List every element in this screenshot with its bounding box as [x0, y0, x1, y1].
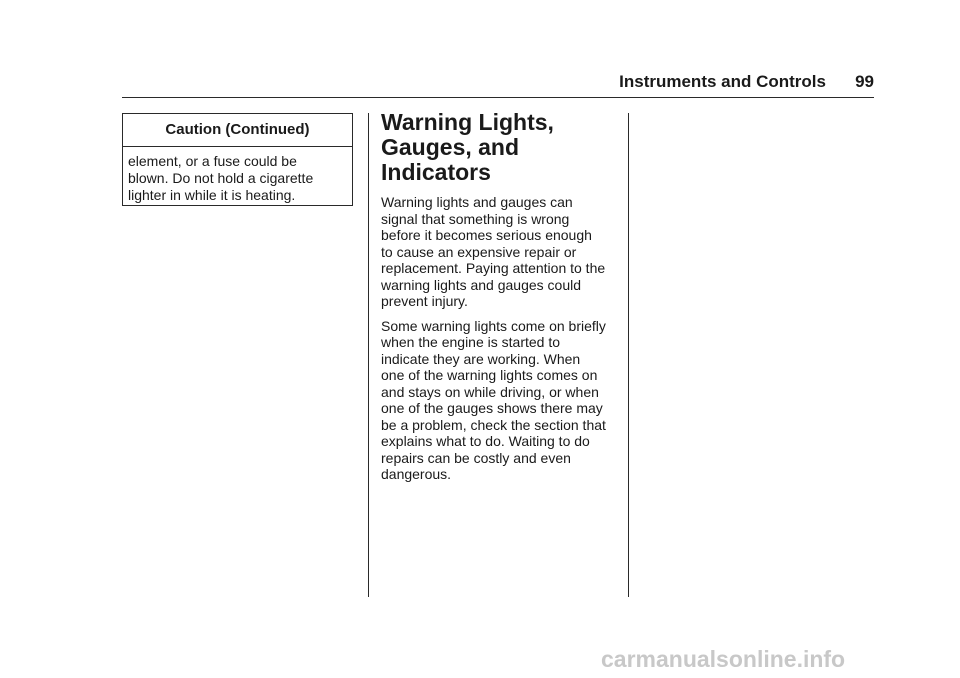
caution-line: lighter in while it is heating. — [128, 187, 296, 203]
caution-line: blown. Do not hold a cigarette — [128, 170, 314, 186]
caution-body — [123, 147, 352, 204]
text-line: indicate they are working. When — [381, 350, 581, 367]
page-header — [122, 70, 874, 98]
text-line: one of the warning lights comes on — [381, 367, 598, 383]
section-title: Instruments and Controls — [619, 72, 826, 91]
section-heading — [381, 110, 617, 185]
text-line: when the engine is started to — [381, 334, 561, 350]
paragraph-intro — [381, 194, 617, 310]
text-line: to cause an expensive repair or — [381, 243, 577, 260]
text-line: repairs can be costly and even — [381, 449, 571, 466]
column-divider-left — [368, 113, 369, 597]
heading-line: Indicators — [381, 159, 491, 185]
text-line: dangerous. — [381, 466, 452, 482]
paragraph-details — [381, 318, 617, 483]
text-line: signal that something is wrong — [381, 210, 570, 227]
text-line: replacement. Paying attention to the — [381, 260, 606, 276]
text-line: explains what to do. Waiting to do — [381, 433, 590, 449]
text-line: before it becomes serious enough — [381, 227, 592, 243]
text-line: prevent injury. — [381, 293, 468, 309]
caution-box — [122, 113, 353, 206]
text-line: warning lights and gauges could — [381, 276, 582, 293]
heading-line: Warning Lights, — [381, 109, 554, 135]
caution-title: Caution (Continued) — [123, 114, 352, 147]
page-number: 99 — [855, 72, 874, 91]
text-line: one of the gauges shows there may — [381, 400, 603, 416]
text-line: and stays on while driving, or when — [381, 383, 599, 400]
heading-line: Gauges, and — [381, 134, 520, 160]
warning-lights-section — [381, 110, 617, 483]
caution-line: element, or a fuse could be — [128, 153, 297, 169]
column-divider-right — [628, 113, 629, 597]
watermark: carmanualsonline.info — [601, 646, 846, 672]
text-line: be a problem, check the section that — [381, 416, 606, 433]
text-line: Warning lights and gauges can — [381, 194, 573, 210]
text-line: Some warning lights come on briefly — [381, 317, 606, 334]
